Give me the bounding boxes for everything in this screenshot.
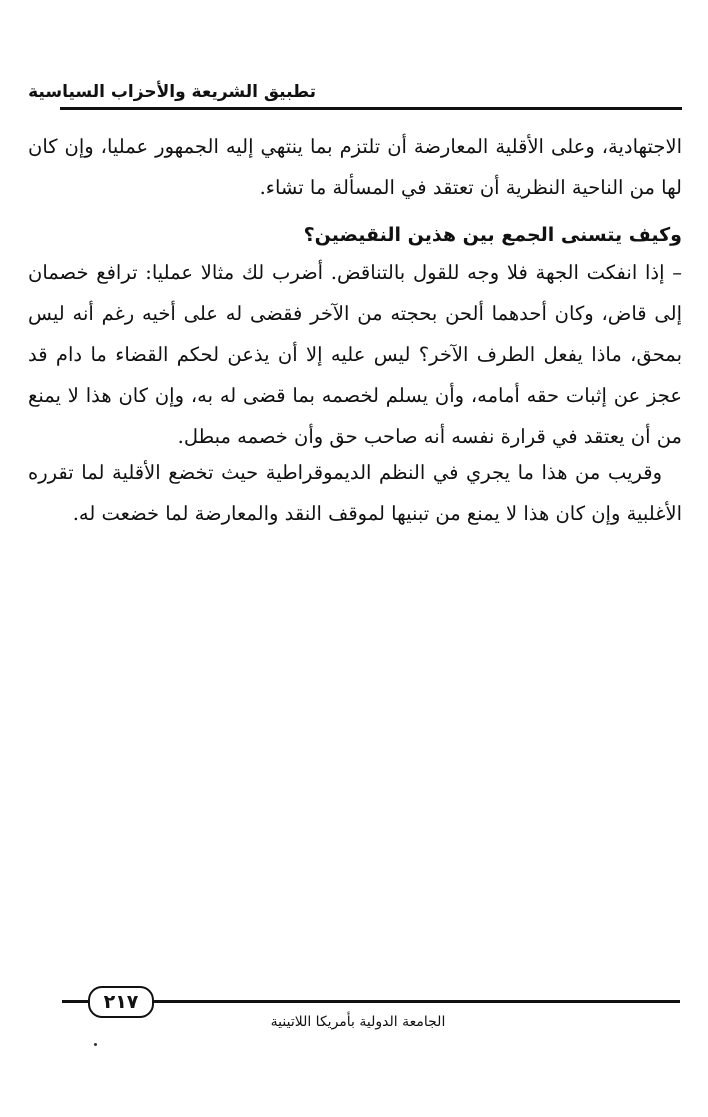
paragraph-3-block <box>28 452 682 534</box>
footer-rule-right <box>150 1000 680 1003</box>
paragraph-1-block <box>28 126 682 208</box>
page-number: ٢١٧ <box>88 986 154 1018</box>
footer-rule-left <box>62 1000 88 1003</box>
publisher-name: الجامعة الدولية بأمريكا اللاتينية <box>270 1014 446 1030</box>
paragraph-1: الاجتهادية، وعلى الأقلية المعارضة أن تلتزم بما ينتهي إليه الجمهور عمليا، وإن كان لها من الناحية النظرية أن تعتقد في المسألة ما تشاء. <box>28 135 682 199</box>
question-block <box>28 218 682 252</box>
paragraph-2-block <box>28 252 682 457</box>
question-heading: وكيف يتسنى الجمع بين هذين النقيضين؟ <box>303 224 682 246</box>
running-title: تطبيق الشريعة والأحزاب السياسية <box>28 82 316 102</box>
page-mark-dot <box>94 1043 97 1046</box>
paragraph-3: وقريب من هذا ما يجري في النظم الديموقراطية حيث تخضع الأقلية لما تقرره الأغلبية وإن كان هذا لا يمنع من تبنيها لموقف النقد والمعارضة لما خضعت له. <box>28 461 682 525</box>
paragraph-2: – إذا انفكت الجهة فلا وجه للقول بالتناقض. أضرب لك مثالا عمليا: ترافع خصمان إلى قاض، وكان أحدهما ألحن بحجته من الآخر فقضى له على أخيه رغم أنه ليس بمحق، ماذا يفعل الطرف الآخر؟ ليس عليه إلا أن يذعن لحكم القضاء ما دام قد عجز عن إثبات حقه أمامه، وأن يسلم لخصمه بما قضى له به، وإن كان هذا لا يمنع من أن يعتقد في قرارة نفسه أنه صاحب حق وأن خصمه مبطل. <box>28 261 682 448</box>
header-rule <box>60 107 682 110</box>
